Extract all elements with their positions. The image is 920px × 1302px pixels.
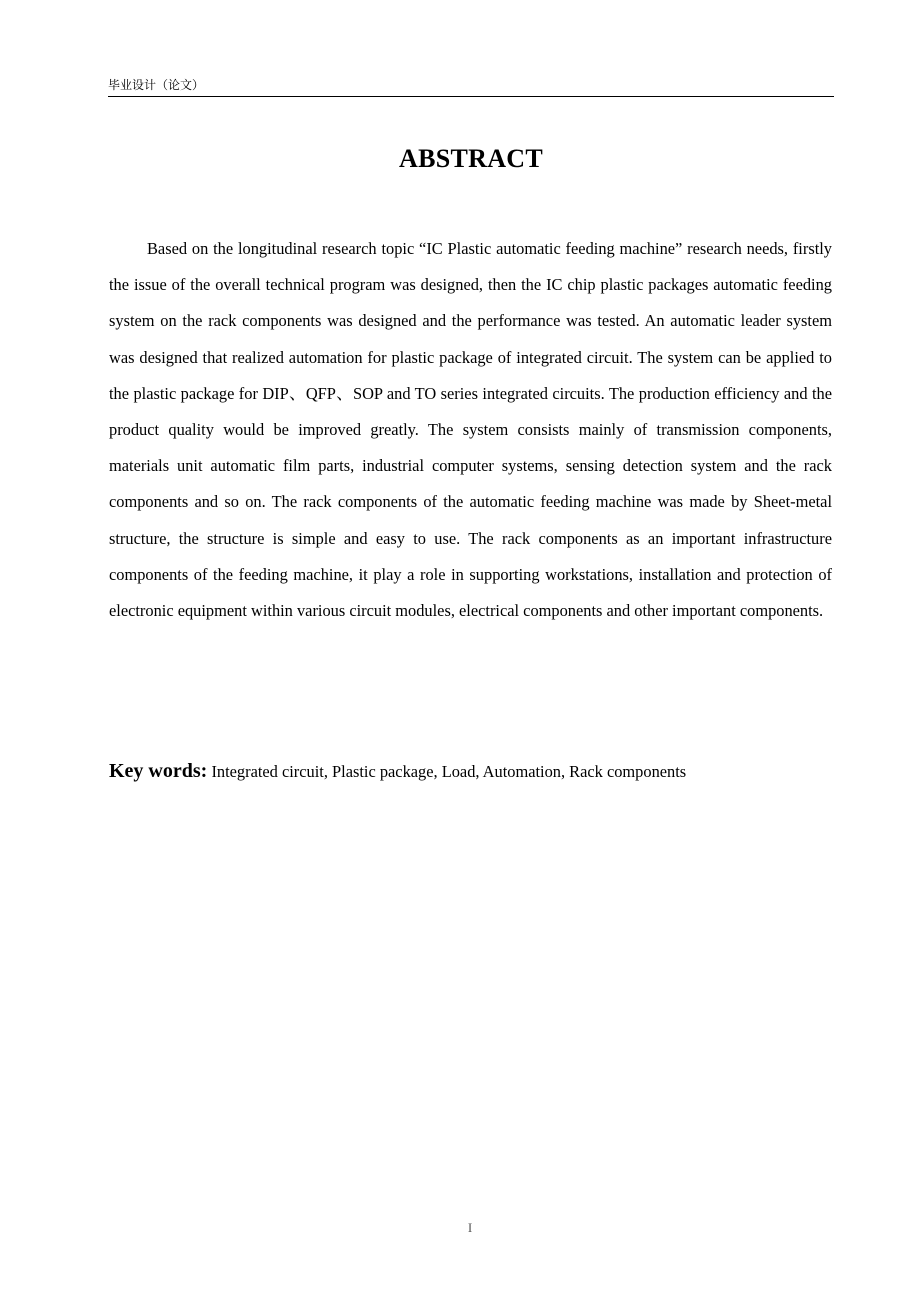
running-header: [108, 76, 834, 97]
keywords-line: [109, 756, 834, 787]
header-title: 毕业设计（论文）: [108, 78, 205, 92]
keywords-label: Key words:: [109, 760, 208, 782]
abstract-paragraph: Based on the longitudinal research topic “IC Plastic automatic feeding machine” research needs, firstly the issue of the overall technical program was designed, then the IC chip plastic packages automatic feeding system on the rack components was designed and the performance was tested. An automatic leader system was designed that realized automation for plastic package of integrated circuit. The system can be applied to the plastic package for DIP、QFP、SOP and TO series integrated circuits. The production efficiency and the product quality would be improved greatly. The system consists mainly of transmission components, materials unit automatic film parts, industrial computer systems, sensing detection system and the rack components and so on. The rack components of the automatic feeding machine was made by Sheet-metal structure, the structure is simple and easy to use. The rack components as an important infrastructure components of the feeding machine, it play a role in supporting workstations, installation and protection of electronic equipment within various circuit modules, electrical components and other important components.: [109, 239, 832, 621]
abstract-title: ABSTRACT: [399, 144, 543, 173]
keywords-list: Integrated circuit, Plastic package, Load, Automation, Rack components: [211, 762, 687, 781]
page-number: I: [467, 1220, 473, 1235]
